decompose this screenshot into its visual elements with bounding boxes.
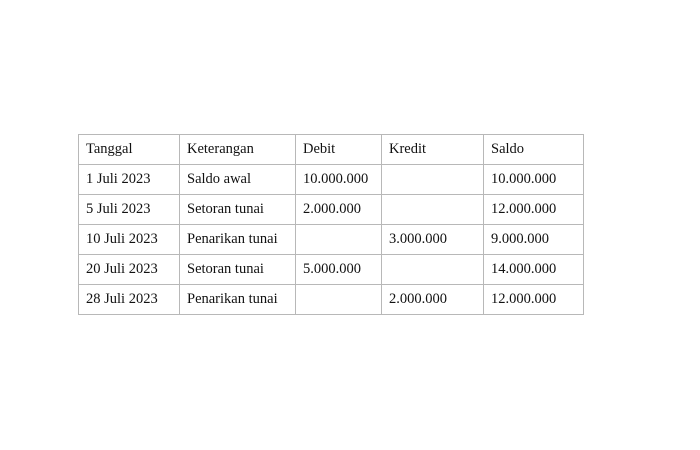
- cell-saldo: 12.000.000: [484, 285, 584, 315]
- cell-saldo: 9.000.000: [484, 225, 584, 255]
- cell-keterangan: Penarikan tunai: [180, 225, 296, 255]
- table-row: [79, 195, 584, 225]
- cell-kredit: 3.000.000: [382, 225, 484, 255]
- column-header-saldo: Saldo: [484, 135, 584, 165]
- table-row: [79, 225, 584, 255]
- cell-tanggal: 5 Juli 2023: [79, 195, 180, 225]
- ledger-table: [78, 134, 584, 315]
- cell-tanggal: 10 Juli 2023: [79, 225, 180, 255]
- cell-kredit: [382, 165, 484, 195]
- cell-kredit: [382, 195, 484, 225]
- column-header-tanggal: Tanggal: [79, 135, 180, 165]
- cell-debit: 10.000.000: [296, 165, 382, 195]
- cell-tanggal: 20 Juli 2023: [79, 255, 180, 285]
- cell-saldo: 14.000.000: [484, 255, 584, 285]
- column-header-kredit: Kredit: [382, 135, 484, 165]
- cell-kredit: 2.000.000: [382, 285, 484, 315]
- cell-tanggal: 1 Juli 2023: [79, 165, 180, 195]
- cell-keterangan: Saldo awal: [180, 165, 296, 195]
- cell-saldo: 10.000.000: [484, 165, 584, 195]
- cell-debit: 2.000.000: [296, 195, 382, 225]
- cell-kredit: [382, 255, 484, 285]
- cell-tanggal: 28 Juli 2023: [79, 285, 180, 315]
- cell-saldo: 12.000.000: [484, 195, 584, 225]
- cell-debit: 5.000.000: [296, 255, 382, 285]
- table-row: [79, 165, 584, 195]
- table-row: [79, 255, 584, 285]
- column-header-keterangan: Keterangan: [180, 135, 296, 165]
- table-row: [79, 285, 584, 315]
- cell-debit: [296, 225, 382, 255]
- cell-keterangan: Penarikan tunai: [180, 285, 296, 315]
- header-row: [79, 135, 584, 165]
- cell-debit: [296, 285, 382, 315]
- cell-keterangan: Setoran tunai: [180, 255, 296, 285]
- column-header-debit: Debit: [296, 135, 382, 165]
- cell-keterangan: Setoran tunai: [180, 195, 296, 225]
